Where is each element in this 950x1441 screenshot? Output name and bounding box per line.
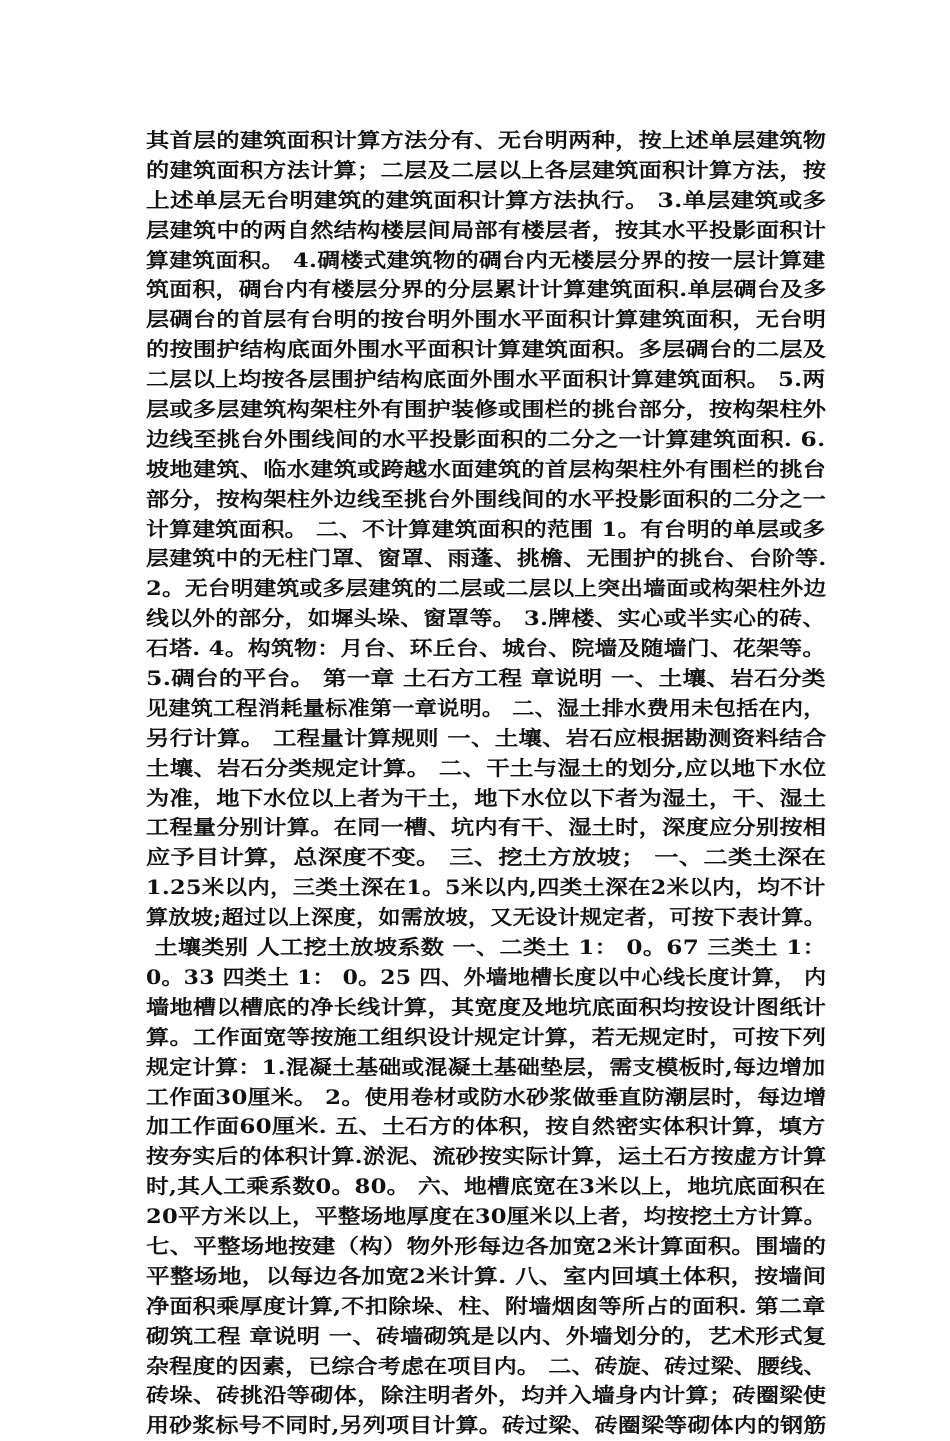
text-line: 5.碉台的平台。 第一章 土石方工程 章说明 一、土壤、岩石分类 [146,666,826,691]
text-line: 砖垛、砖挑沿等砌体，除注明者外，均并入墙身内计算；砖圈梁使 [146,1383,827,1408]
text-line: 上述单层无台明建筑的建筑面积计算方法执行。 3.单层建筑或多 [146,187,827,212]
text-line: 的按围护结构底面外围水平面积计算建筑面积。多层碉台的二层及 [146,337,827,362]
text-line: 工程量分别计算。在同一槽、坑内有干、湿土时，深度应分别按相 [146,815,827,840]
text-line: 土壤、岩石分类规定计算。 二、干土与湿土的划分,应以地下水位 [146,755,827,780]
text-line: 计算建筑面积。 二、不计算建筑面积的范围 1。有台明的单层或多 [146,516,826,541]
body-text [146,126,826,1441]
text-line: 用砂浆标号不同时,另列项目计算。砖过梁、砖圈梁等砌体内的钢筋 [146,1413,827,1438]
text-line: 算。工作面宽等按施工组织设计规定计算，若无规定时，可按下列 [146,1024,827,1049]
text-line: 规定计算：1.混凝土基础或混凝土基础垫层，需支模板时,每边增加 [146,1054,826,1079]
text-line: 时,其人工乘系数0。80。 六、地槽底宽在3米以上，地坑底面积在 [146,1174,826,1199]
text-line: 见建筑工程消耗量标准第一章说明。 二、湿土排水费用未包括在内， [146,695,826,720]
text-line: 土壤类别 人工挖土放坡系数 一、二类土 1： 0。67 三类土 1： [146,935,827,960]
text-line: 层或多层建筑构架柱外有围护装修或围栏的挑台部分，按构架柱外 [146,397,827,422]
text-line: 七、平整场地按建（构）物外形每边各加宽2米计算面积。围墙的 [146,1233,827,1258]
text-line: 石塔. 4。构筑物：月台、环丘台、城台、院墙及随墙门、花架等。 [146,636,826,661]
text-line: 线以外的部分，如墀头垛、窗罩等。 3.牌楼、实心或半实心的砖、 [146,606,826,631]
text-line: 层碉台的首层有台明的按台明外围水平面积计算建筑面积，无台明 [146,307,827,332]
text-line: 算建筑面积。 4.碉楼式建筑物的碉台内无楼层分界的按一层计算建 [146,247,826,272]
text-line: 工作面30厘米。 2。使用卷材或防水砂浆做垂直防潮层时，每边增 [146,1084,827,1109]
text-line: 为准，地下水位以上者为干土，地下水位以下者为湿土，干、湿土 [146,785,827,810]
text-line: 边线至挑台外围线间的水平投影面积的二分之一计算建筑面积. 6. [146,426,826,451]
text-line: 加工作面60厘米. 五、土石方的体积，按自然密实体积计算，填方 [146,1114,826,1139]
text-line: 砌筑工程 章说明 一、砖墙砌筑是以内、外墙划分的，艺术形式复 [146,1323,827,1348]
text-line: 二层以上均按各层围护结构底面外围水平面积计算建筑面积。 5.两 [146,367,826,392]
text-line: 平整场地，以每边各加宽2米计算. 八、室内回填土体积，按墙间 [146,1263,827,1288]
text-line: 杂程度的因素，已综合考虑在项目内。 二、砖旋、砖过梁、腰线、 [146,1353,827,1378]
text-line: 应予目计算，总深度不变。 三、挖土方放坡； 一、二类土深在 [146,845,827,870]
text-line: 净面积乘厚度计算,不扣除垛、柱、附墙烟囱等所占的面积. 第二章 [146,1293,826,1318]
text-line: 坡地建筑、临水建筑或跨越水面建筑的首层构架柱外有围栏的挑台 [146,456,827,481]
text-line: 20平方米以上，平整场地厚度在30厘米以上者，均按挖土方计算。 [146,1204,827,1229]
text-line: 的建筑面积方法计算；二层及二层以上各层建筑面积计算方法，按 [146,157,827,182]
text-line: 算放坡;超过以上深度，如需放坡，又无设计规定者，可按下表计算。 [146,905,827,930]
text-line: 另行计算。 工程量计算规则 一、土壤、岩石应根据勘测资料结合 [146,725,827,750]
text-line: 1.25米以内，三类土深在1。5米以内,四类土深在2米以内，均不计 [146,875,826,900]
text-line: 层建筑中的两自然结构楼层间局部有楼层者，按其水平投影面积计 [146,217,827,242]
text-line: 0。33 四类土 1： 0。25 四、外墙地槽长度以中心线长度计算， 内 [146,964,827,989]
text-line: 按夯实后的体积计算.淤泥、流砂按实际计算，运土石方按虚方计算 [146,1144,827,1169]
text-line: 部分，按构架柱外边线至挑台外围线间的水平投影面积的二分之一 [146,486,827,511]
text-line: 筑面积，碉台内有楼层分界的分层累计计算建筑面积.单层碉台及多 [146,277,827,302]
text-line: 其首层的建筑面积计算方法分有、无台明两种，按上述单层建筑物 [146,128,827,152]
text-line: 墙地槽以槽底的净长线计算，其宽度及地坑底面积均按设计图纸计 [146,994,827,1019]
text-line: 层建筑中的无柱门罩、窗罩、雨蓬、挑檐、无围护的挑台、台阶等. [146,546,827,571]
text-line: 2。无台明建筑或多层建筑的二层或二层以上突出墙面或构架柱外边 [146,576,827,601]
